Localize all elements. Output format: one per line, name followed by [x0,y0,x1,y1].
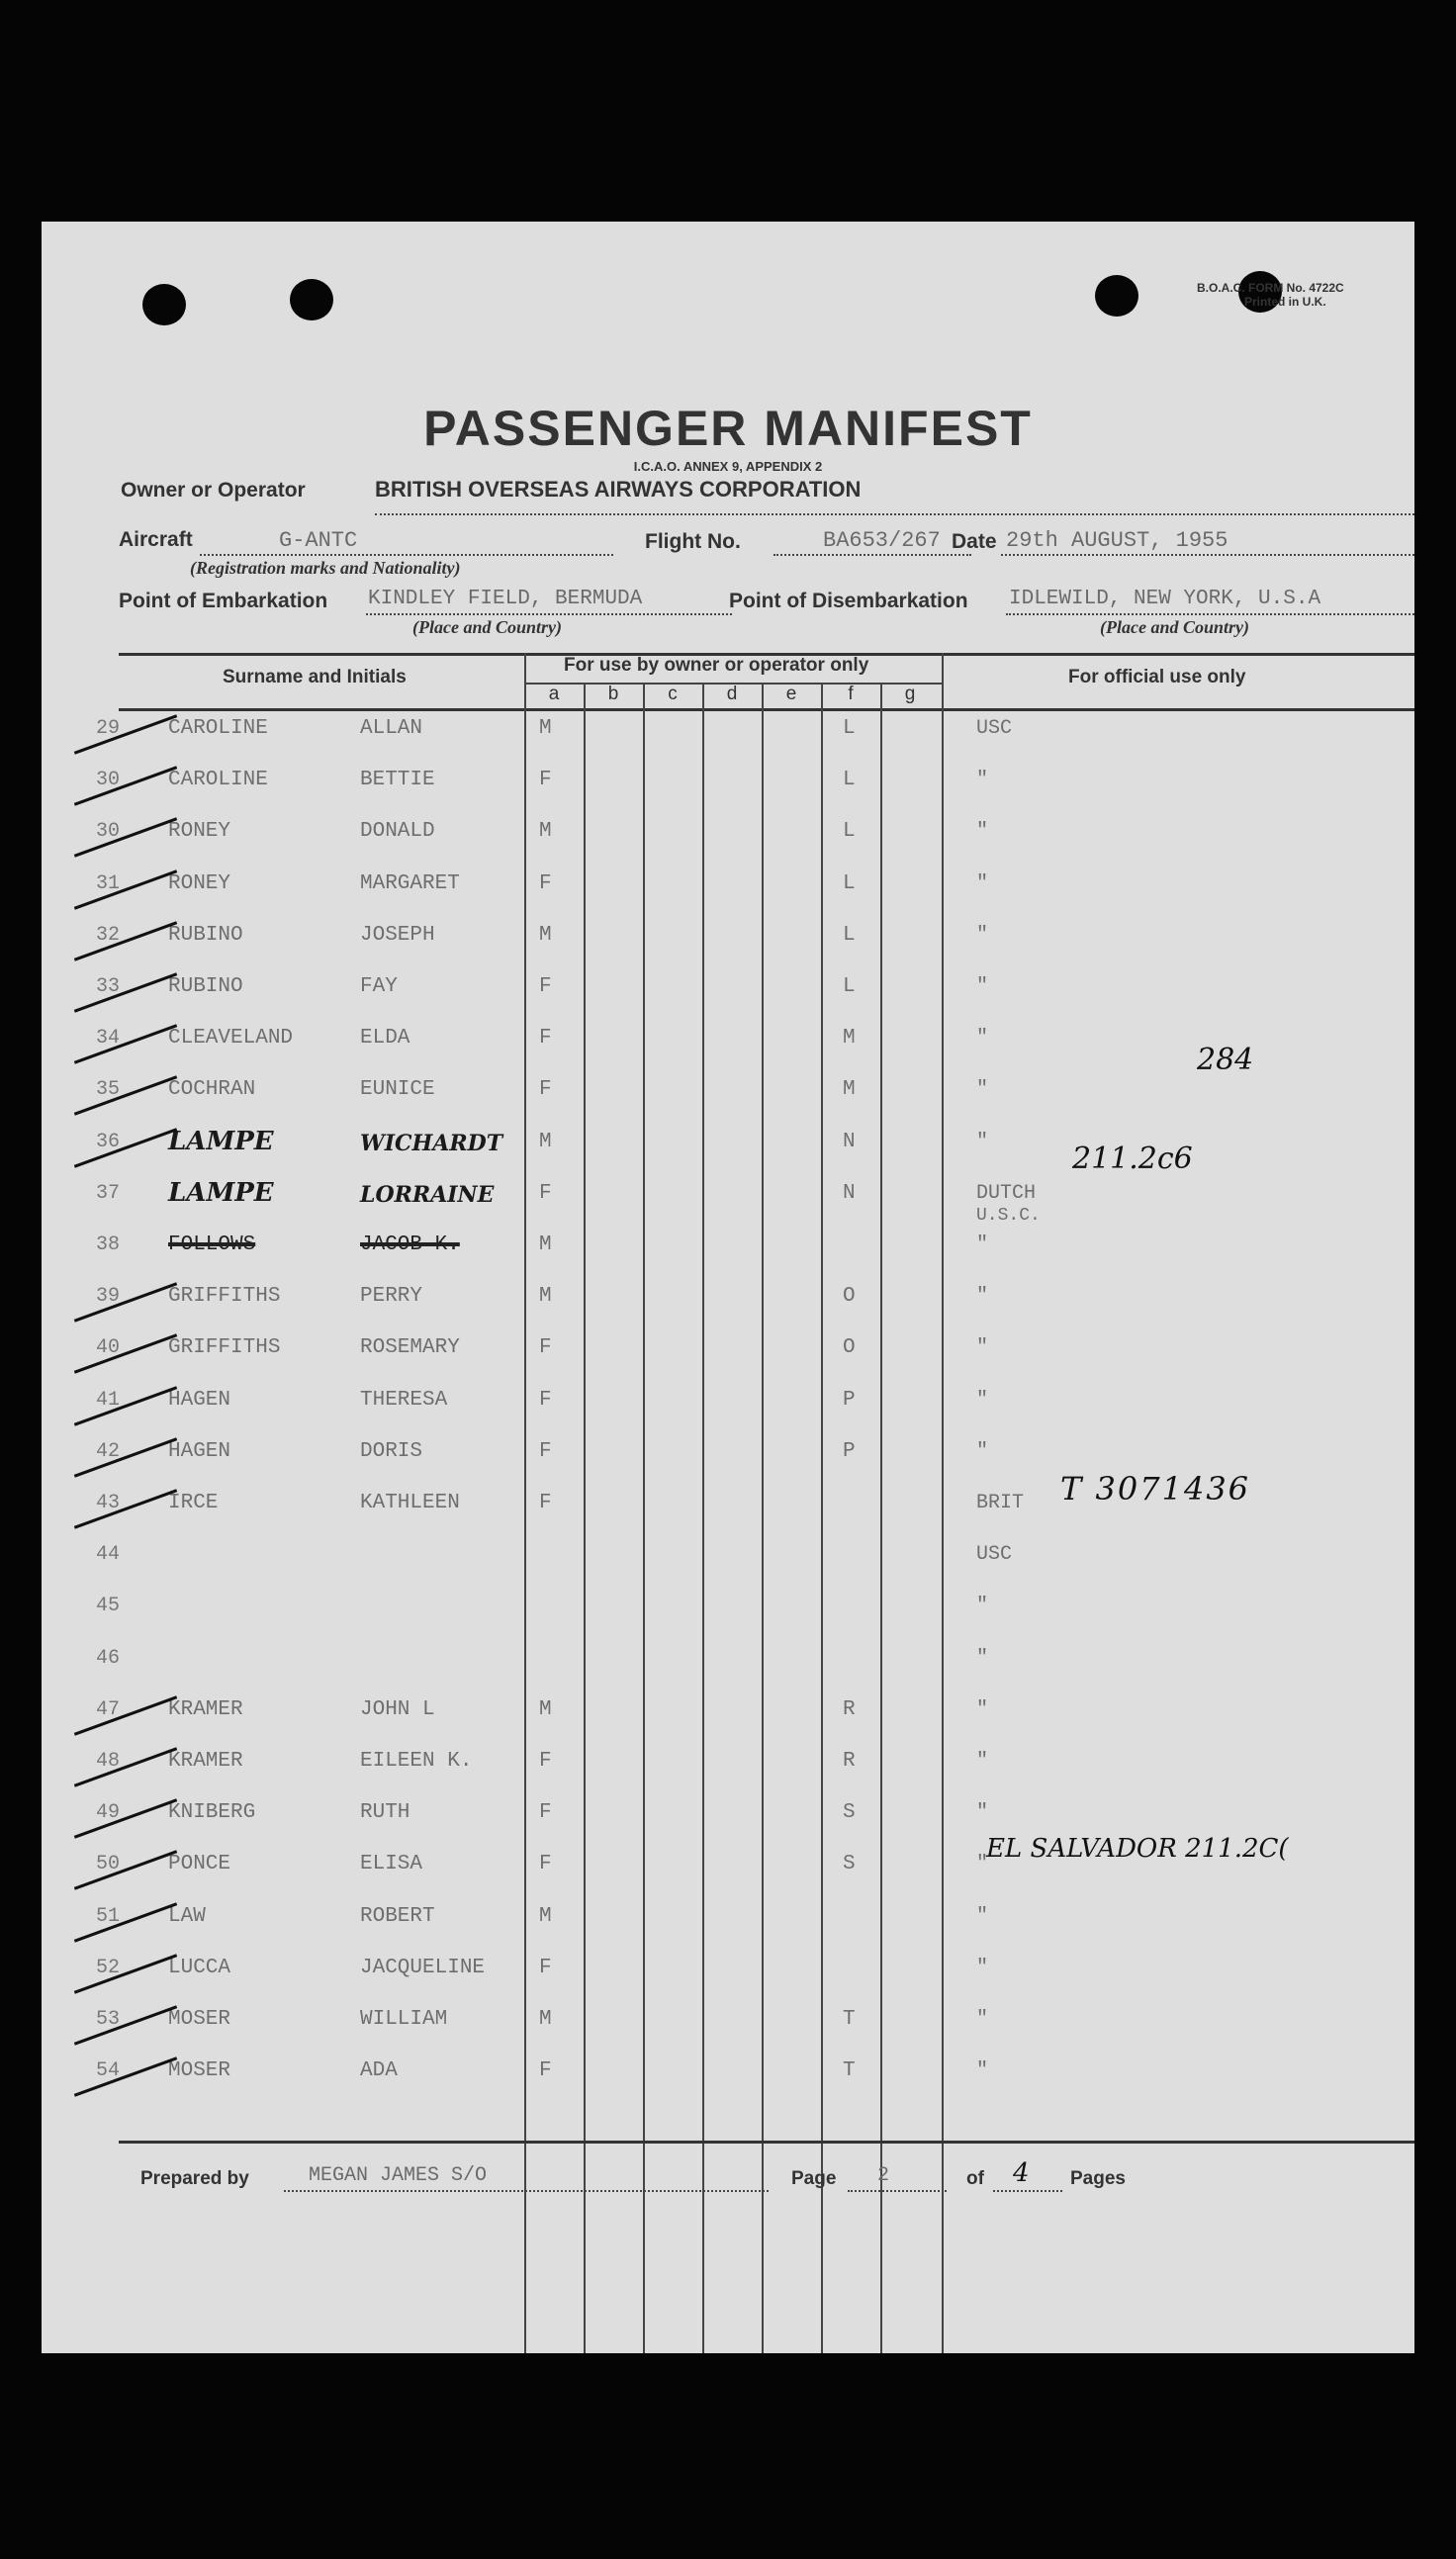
row-number: 38 [96,1234,121,1256]
row-number: 30 [96,769,121,791]
column-f-code: R [843,1750,856,1773]
column-f-code: N [843,1182,856,1205]
date-label: Date [952,530,997,553]
official-status: " [976,1389,989,1412]
of-label: of [966,2168,984,2189]
row-number: 52 [96,1957,121,1979]
sex: M [539,2008,552,2031]
surname: MOSER [168,2008,231,2031]
column-f-code: M [843,1078,856,1101]
column-f-code: L [843,769,856,791]
column-f-code: L [843,924,856,947]
official-status: " [976,1336,989,1359]
given-name: JOHN L [360,1698,435,1721]
sex: M [539,1905,552,1928]
owner-underline [375,513,1414,515]
given-name: BETTIE [360,769,435,791]
row-number: 29 [96,717,121,740]
official-status: " [976,1647,989,1670]
column-f-code: S [843,1801,856,1824]
given-name: DONALD [360,820,435,843]
sex: M [539,924,552,947]
surname: RONEY [168,872,231,895]
surname: RONEY [168,820,231,843]
sex: M [539,820,552,843]
column-f-code: T [843,2008,856,2031]
pages-label: Pages [1070,2168,1126,2189]
official-status: DUTCH [976,1182,1037,1205]
form-number: B.O.A.C. FORM No. 4722C Printed in U.K. [1197,281,1344,309]
surname: LAW [168,1905,206,1928]
given-name: PERRY [360,1285,423,1308]
row-number: 39 [96,1285,121,1308]
table-row [42,1285,1414,1336]
column-f-code: T [843,2059,856,2082]
official-status: " [976,820,989,843]
sex: M [539,1285,552,1308]
surname: KRAMER [168,1698,243,1721]
sex: F [539,1853,552,1875]
table-row [42,872,1414,924]
date-underline [1001,554,1414,556]
sex: F [539,1492,552,1514]
official-column-header: For official use only [1068,667,1246,687]
given-name: ALLAN [360,717,423,740]
given-name: MARGARET [360,872,460,895]
row-number: 33 [96,975,121,998]
surname: KNIBERG [168,1801,256,1824]
surname: KRAMER [168,1750,243,1773]
row-number: 54 [96,2059,121,2082]
row-number: 50 [96,1853,121,1875]
row-number: 47 [96,1698,121,1721]
surname: HAGEN [168,1440,231,1463]
surname: RUBINO [168,924,243,947]
column-letter-c: c [668,684,678,704]
row-number: 44 [96,1543,121,1566]
surname: PONCE [168,1853,231,1875]
row-number: 34 [96,1027,121,1050]
aircraft-hint: (Registration marks and Nationality) [190,558,461,578]
manifest-title: PASSENGER MANIFEST [423,401,1033,456]
official-status: " [976,1853,989,1875]
given-name: KATHLEEN [360,1492,460,1514]
official-status: " [976,1234,989,1256]
sex: M [539,1131,552,1153]
given-name: THERESA [360,1389,448,1412]
table-row [42,717,1414,769]
table-row [42,1750,1414,1801]
official-status: " [976,1750,989,1773]
table-row [42,820,1414,871]
el-salvador-note: EL SALVADOR 211.2C( [986,1834,1289,1864]
column-letter-g: g [904,684,916,704]
column-f-code: L [843,820,856,843]
sex: M [539,1698,552,1721]
surname: LAMPE [168,1127,274,1156]
aircraft-underline [200,554,613,556]
row-number: 46 [96,1647,121,1670]
row-number: 51 [96,1905,121,1928]
given-name: JACOB K. [360,1234,460,1256]
given-name: EILEEN K. [360,1750,473,1773]
row-number: 42 [96,1440,121,1463]
table-row [42,1905,1414,1957]
sex: M [539,717,552,740]
table-row [42,1078,1414,1130]
given-name: EUNICE [360,1078,435,1101]
page-value: 2 [877,2164,890,2187]
column-f-code: M [843,1027,856,1050]
column-f-code: L [843,717,856,740]
manifest-sheet [42,222,1414,2353]
embark-hint: (Place and Country) [412,617,562,637]
table-row [42,769,1414,820]
date-value: 29th AUGUST, 1955 [1006,528,1228,553]
flight-value: BA653/267 [823,528,941,553]
owner-column-header: For use by owner or operator only [564,655,869,676]
footer-rule [119,2141,1414,2144]
surname: CAROLINE [168,717,268,740]
prepared-underline [284,2190,769,2192]
manifest-subtitle: I.C.A.O. ANNEX 9, APPENDIX 2 [633,459,823,474]
table-row [42,1698,1414,1750]
table-header-rule [119,708,1414,711]
sex: F [539,975,552,998]
row-number: 40 [96,1336,121,1359]
official-status: USC [976,717,1013,740]
table-row [42,1234,1414,1285]
table-row [42,2008,1414,2059]
column-f-code: N [843,1131,856,1153]
sex: F [539,1389,552,1412]
sex: M [539,1234,552,1256]
aircraft-label: Aircraft [119,528,193,551]
row-number: 36 [96,1131,121,1153]
column-f-code: P [843,1389,856,1412]
official-status: " [976,2059,989,2082]
of-underline [993,2190,1062,2192]
official-status: " [976,1905,989,1928]
brit-note: T 3071436 [1060,1470,1251,1508]
given-name: JACQUELINE [360,1957,486,1979]
official-status: " [976,1027,989,1050]
given-name: DORIS [360,1440,423,1463]
page-label: Page [791,2168,837,2189]
surname: RUBINO [168,975,243,998]
row-number: 37 [96,1182,121,1205]
sex: F [539,1078,552,1101]
prepared-value: MEGAN JAMES S/O [309,2164,488,2187]
column-letter-a: a [548,684,560,704]
sex: F [539,1750,552,1773]
dutch-note: 211.2c6 [1072,1142,1193,1176]
table-row [42,1543,1414,1595]
official-status: " [976,872,989,895]
official-status: " [976,1440,989,1463]
column-f-code: P [843,1440,856,1463]
surname: CLEAVELAND [168,1027,294,1050]
column-f-code: O [843,1336,856,1359]
given-name: ELISA [360,1853,423,1875]
surname: LUCCA [168,1957,231,1979]
sex: F [539,2059,552,2082]
given-name: ADA [360,2059,398,2082]
row-number: 48 [96,1750,121,1773]
surname: GRIFFITHS [168,1285,281,1308]
official-status: USC [976,1543,1013,1566]
column-letter-b: b [607,684,619,704]
column-letter-e: e [785,684,797,704]
table-row [42,1127,1414,1182]
given-name: ROBERT [360,1905,435,1928]
given-name: RUTH [360,1801,410,1824]
page-count-note: 284 [1197,1043,1254,1077]
official-status: " [976,1801,989,1824]
surname: CAROLINE [168,769,268,791]
surname: GRIFFITHS [168,1336,281,1359]
disembark-label: Point of Disembarkation [729,590,968,612]
page-underline [848,2190,947,2192]
official-status: " [976,769,989,791]
column-letter-f: f [848,684,854,704]
table-row [42,2059,1414,2111]
table-row [42,1647,1414,1698]
sex: F [539,1957,552,1979]
surname: FOLLOWS [168,1234,256,1256]
official-status: " [976,1285,989,1308]
surname: HAGEN [168,1389,231,1412]
embark-underline [366,613,732,615]
given-name: WILLIAM [360,2008,448,2031]
column-letter-d: d [726,684,738,704]
surname: IRCE [168,1492,219,1514]
row-number: 43 [96,1492,121,1514]
of-value: 4 [1013,2158,1030,2188]
punch-hole-3 [1095,275,1138,317]
official-status: " [976,1078,989,1101]
aircraft-value: G-ANTC [279,528,358,553]
owner-value: BRITISH OVERSEAS AIRWAYS CORPORATION [375,477,862,502]
column-f-code: L [843,975,856,998]
table-row [42,924,1414,975]
table-row [42,975,1414,1027]
row-number: 41 [96,1389,121,1412]
sex: F [539,1440,552,1463]
punch-hole-1 [142,284,186,325]
sex: F [539,1027,552,1050]
embark-value: KINDLEY FIELD, BERMUDA [368,588,643,610]
column-f-code: L [843,872,856,895]
row-number: 53 [96,2008,121,2031]
given-name: JOSEPH [360,924,435,947]
sex: F [539,1336,552,1359]
official-status: " [976,975,989,998]
row-number: 35 [96,1078,121,1101]
given-name: ROSEMARY [360,1336,460,1359]
table-row [42,1595,1414,1646]
row-number: 30 [96,820,121,843]
owner-label: Owner or Operator [121,479,306,502]
prepared-label: Prepared by [140,2168,249,2189]
official-status: " [976,1957,989,1979]
official-status: " [976,1698,989,1721]
official-status: BRIT [976,1492,1025,1514]
given-name: ELDA [360,1027,410,1050]
row-number: 31 [96,872,121,895]
table-row [42,1957,1414,2008]
punch-hole-2 [290,279,333,320]
row-number: 32 [96,924,121,947]
sex: F [539,1801,552,1824]
given-name: WICHARDT [360,1131,503,1156]
surname: LAMPE [168,1178,274,1208]
table-row [42,1389,1414,1440]
official-status: " [976,1595,989,1617]
table-row [42,1336,1414,1388]
given-name: FAY [360,975,398,998]
official-status: " [976,1131,989,1153]
official-status: " [976,2008,989,2031]
official-status: " [976,924,989,947]
given-name: LORRAINE [360,1182,495,1208]
flight-label: Flight No. [645,530,741,553]
row-number: 49 [96,1801,121,1824]
column-f-code: R [843,1698,856,1721]
disembark-value: IDLEWILD, NEW YORK, U.S.A [1009,588,1321,610]
surname-column-header: Surname and Initials [223,667,407,687]
row-number: 45 [96,1595,121,1617]
disembark-hint: (Place and Country) [1100,617,1249,637]
column-f-code: O [843,1285,856,1308]
surname: COCHRAN [168,1078,256,1101]
sex: F [539,1182,552,1205]
official-status-2: U.S.C. [976,1206,1041,1226]
sex: F [539,872,552,895]
sex: F [539,769,552,791]
column-f-code: S [843,1853,856,1875]
flight-underline [774,554,971,556]
table-row [42,1178,1414,1234]
disembark-underline [1006,613,1414,615]
embark-label: Point of Embarkation [119,590,328,612]
surname: MOSER [168,2059,231,2082]
